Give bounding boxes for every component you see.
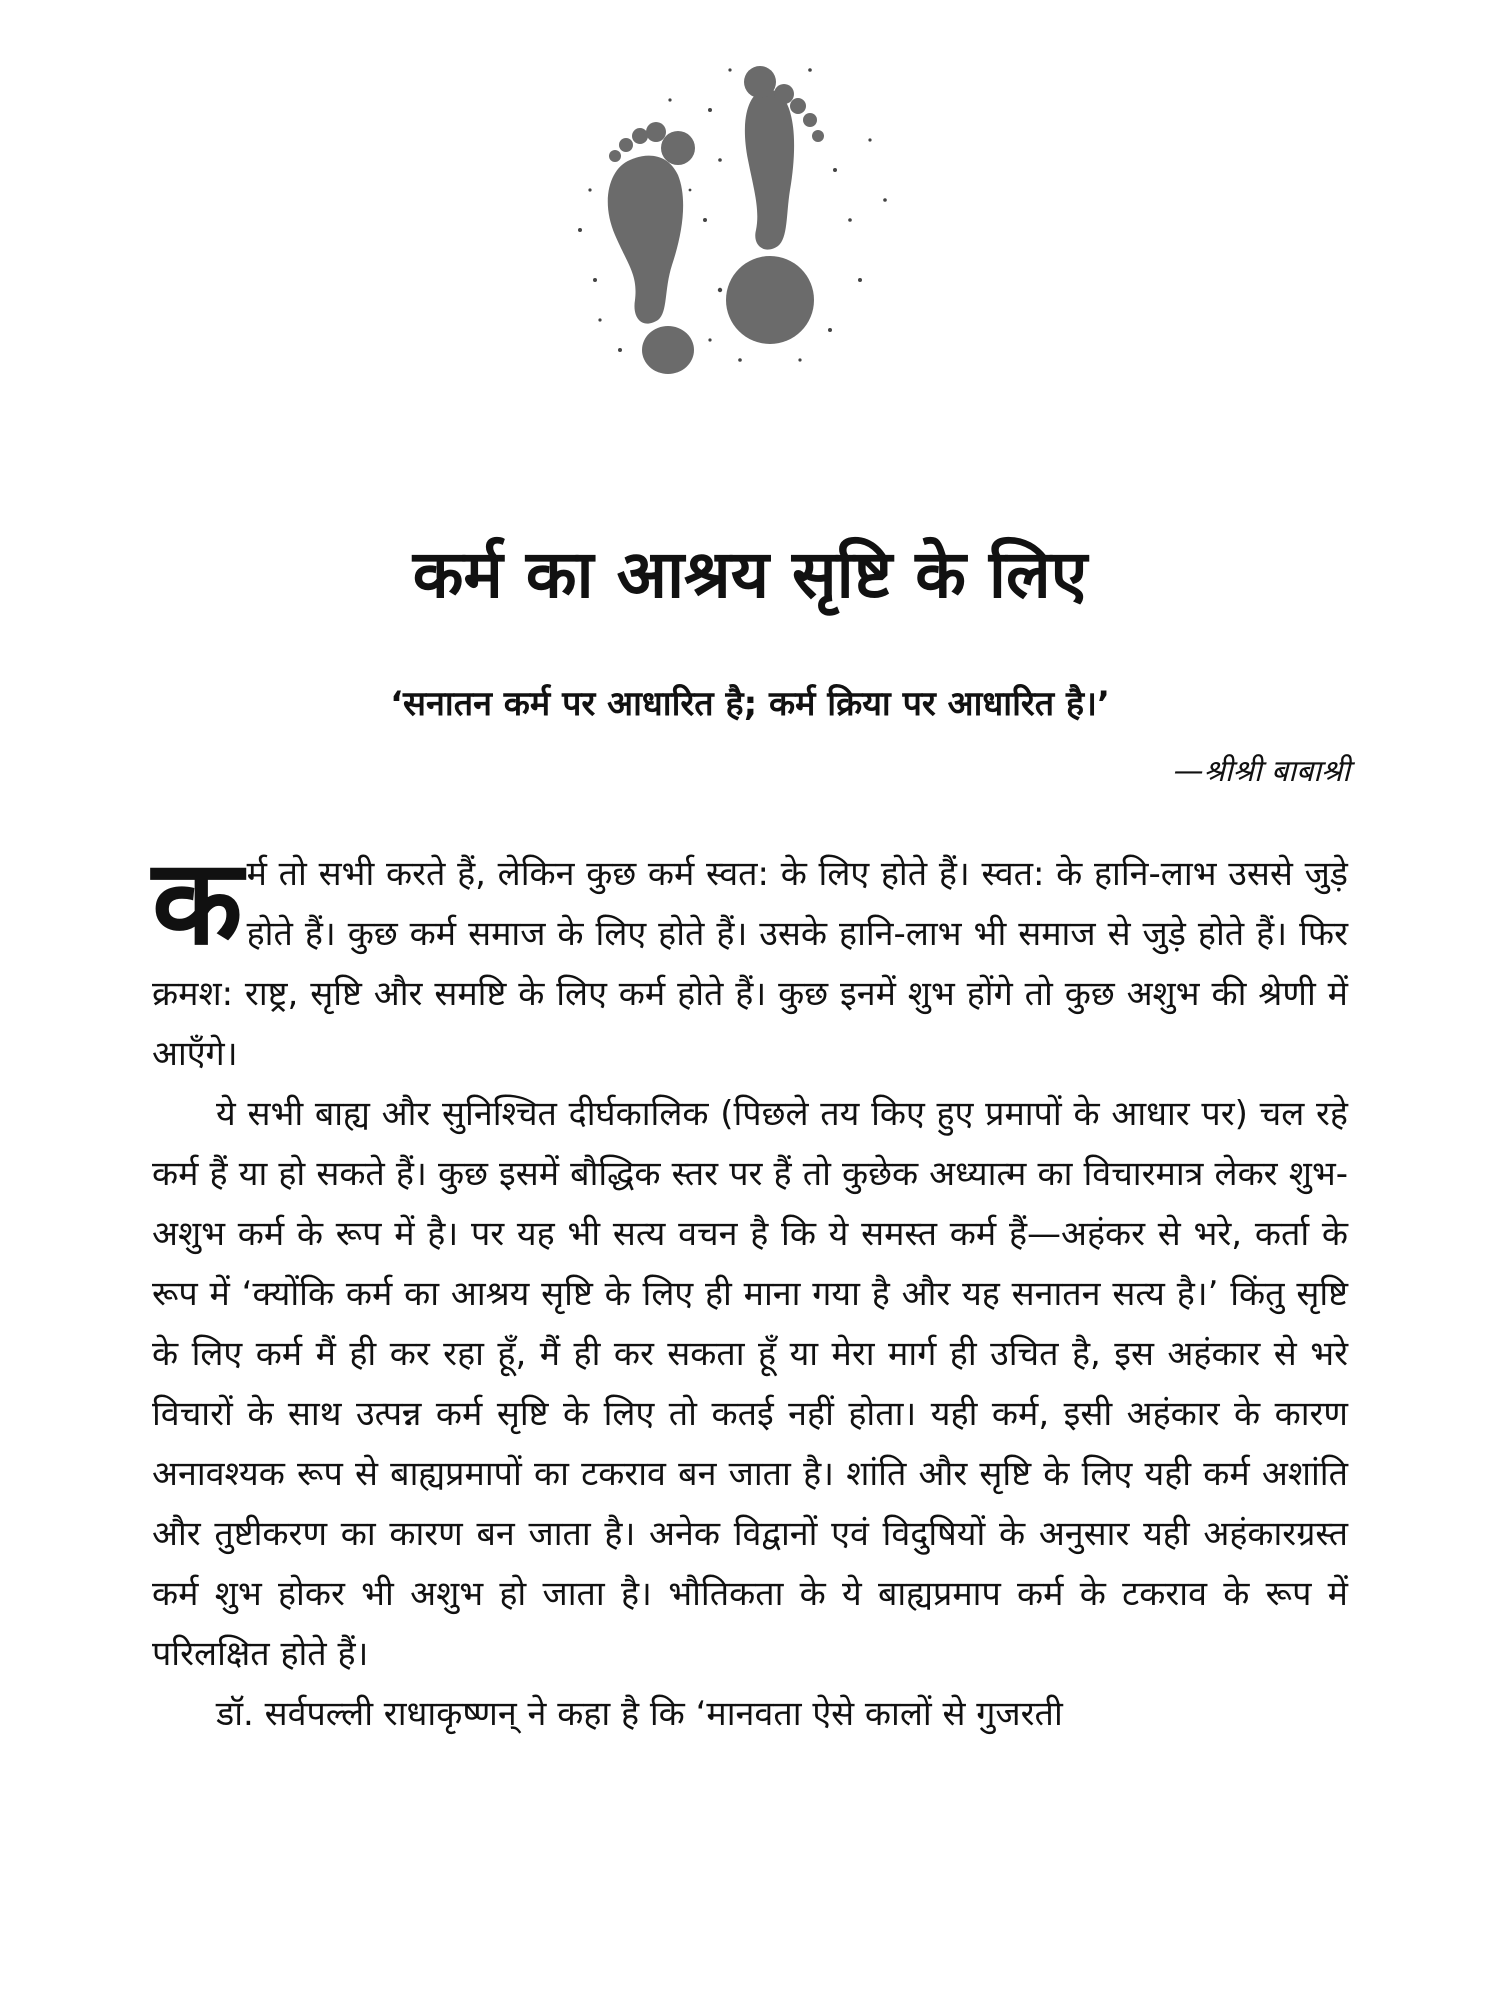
paragraph-1 — [152, 833, 1348, 1084]
body-text — [152, 833, 1348, 1744]
epigraph-quote: ‘सनातन कर्म पर आधारित है; कर्म क्रिया पर आधारित है।’ — [390, 684, 1110, 724]
left-foot-heel — [642, 326, 694, 374]
paragraph-2: ये सभी बाह्य और सुनिश्चित दीर्घकालिक (पिछले तय किए हुए प्रमापों के आधार पर) चल रहे कर्म हैं या हो सकते हैं। कुछ इसमें बौद्धिक स्तर पर हैं तो कुछेक अध्यात्म का विचारमात्र लेकर शुभ-अशुभ कर्म के रूप में है। पर यह भी सत्य वचन है कि ये समस्त कर्म हैं—अहंकर से भरे, कर्ता के रूप में ‘क्योंकि कर्म का आश्रय सृष्टि के लिए ही माना गया है और यह सनातन सत्य है।’ किंतु सृष्टि के लिए कर्म मैं ही कर रहा हूँ, मैं ही कर सकता हूँ या मेरा मार्ग ही उचित है, इस अहंकार से भरे विचारों के साथ उत्पन्न कर्म सृष्टि के लिए तो कतई नहीं होता। यही कर्म, इसी अहंकार के कारण अनावश्यक रूप से बाह्यप्रमापों का टकराव बन जाता है। शांति और सृष्टि के लिए यही कर्म अशांति और तुष्टीकरण का कारण बन जाता है। अनेक विद्वानों एवं विदुषियों के अनुसार यही अहंकारग्रस्त कर्म शुभ होकर भी अशुभ हो जाता है। भौतिकता के ये बाह्यप्रमाप कर्म के टकराव के रूप में परिलक्षित होते हैं। — [152, 1094, 1348, 1674]
paragraph-3: डॉ. सर्वपल्ली राधाकृष्णन् ने कहा है कि ‘मानवता ऐसे कालों से गुजरती — [216, 1694, 1063, 1734]
drop-cap: क — [152, 833, 243, 971]
left-foot-sole — [608, 156, 683, 324]
epigraph-attribution: —श्रीश्री बाबाश्री — [1173, 754, 1350, 789]
right-foot-sole — [745, 90, 794, 250]
footprints-icon — [560, 50, 940, 380]
right-foot-heel — [726, 256, 814, 344]
chapter-title: कर्म का आश्रय सृष्टि के लिए — [412, 536, 1088, 613]
paragraph-1-text: र्म तो सभी करते हैं, लेकिन कुछ कर्म स्वत: के लिए होते हैं। स्वत: के हानि-लाभ उससे जुड़े होते हैं। कुछ कर्म समाज के लिए होते हैं। उसके हानि-लाभ भी समाज से जुड़े होते हैं। फिर क्रमश: राष्ट्र, सृष्टि और समष्टि के लिए कर्म होते हैं। कुछ इनमें शुभ होंगे तो कुछ अशुभ की श्रेणी में आएँगे। — [152, 854, 1348, 1074]
